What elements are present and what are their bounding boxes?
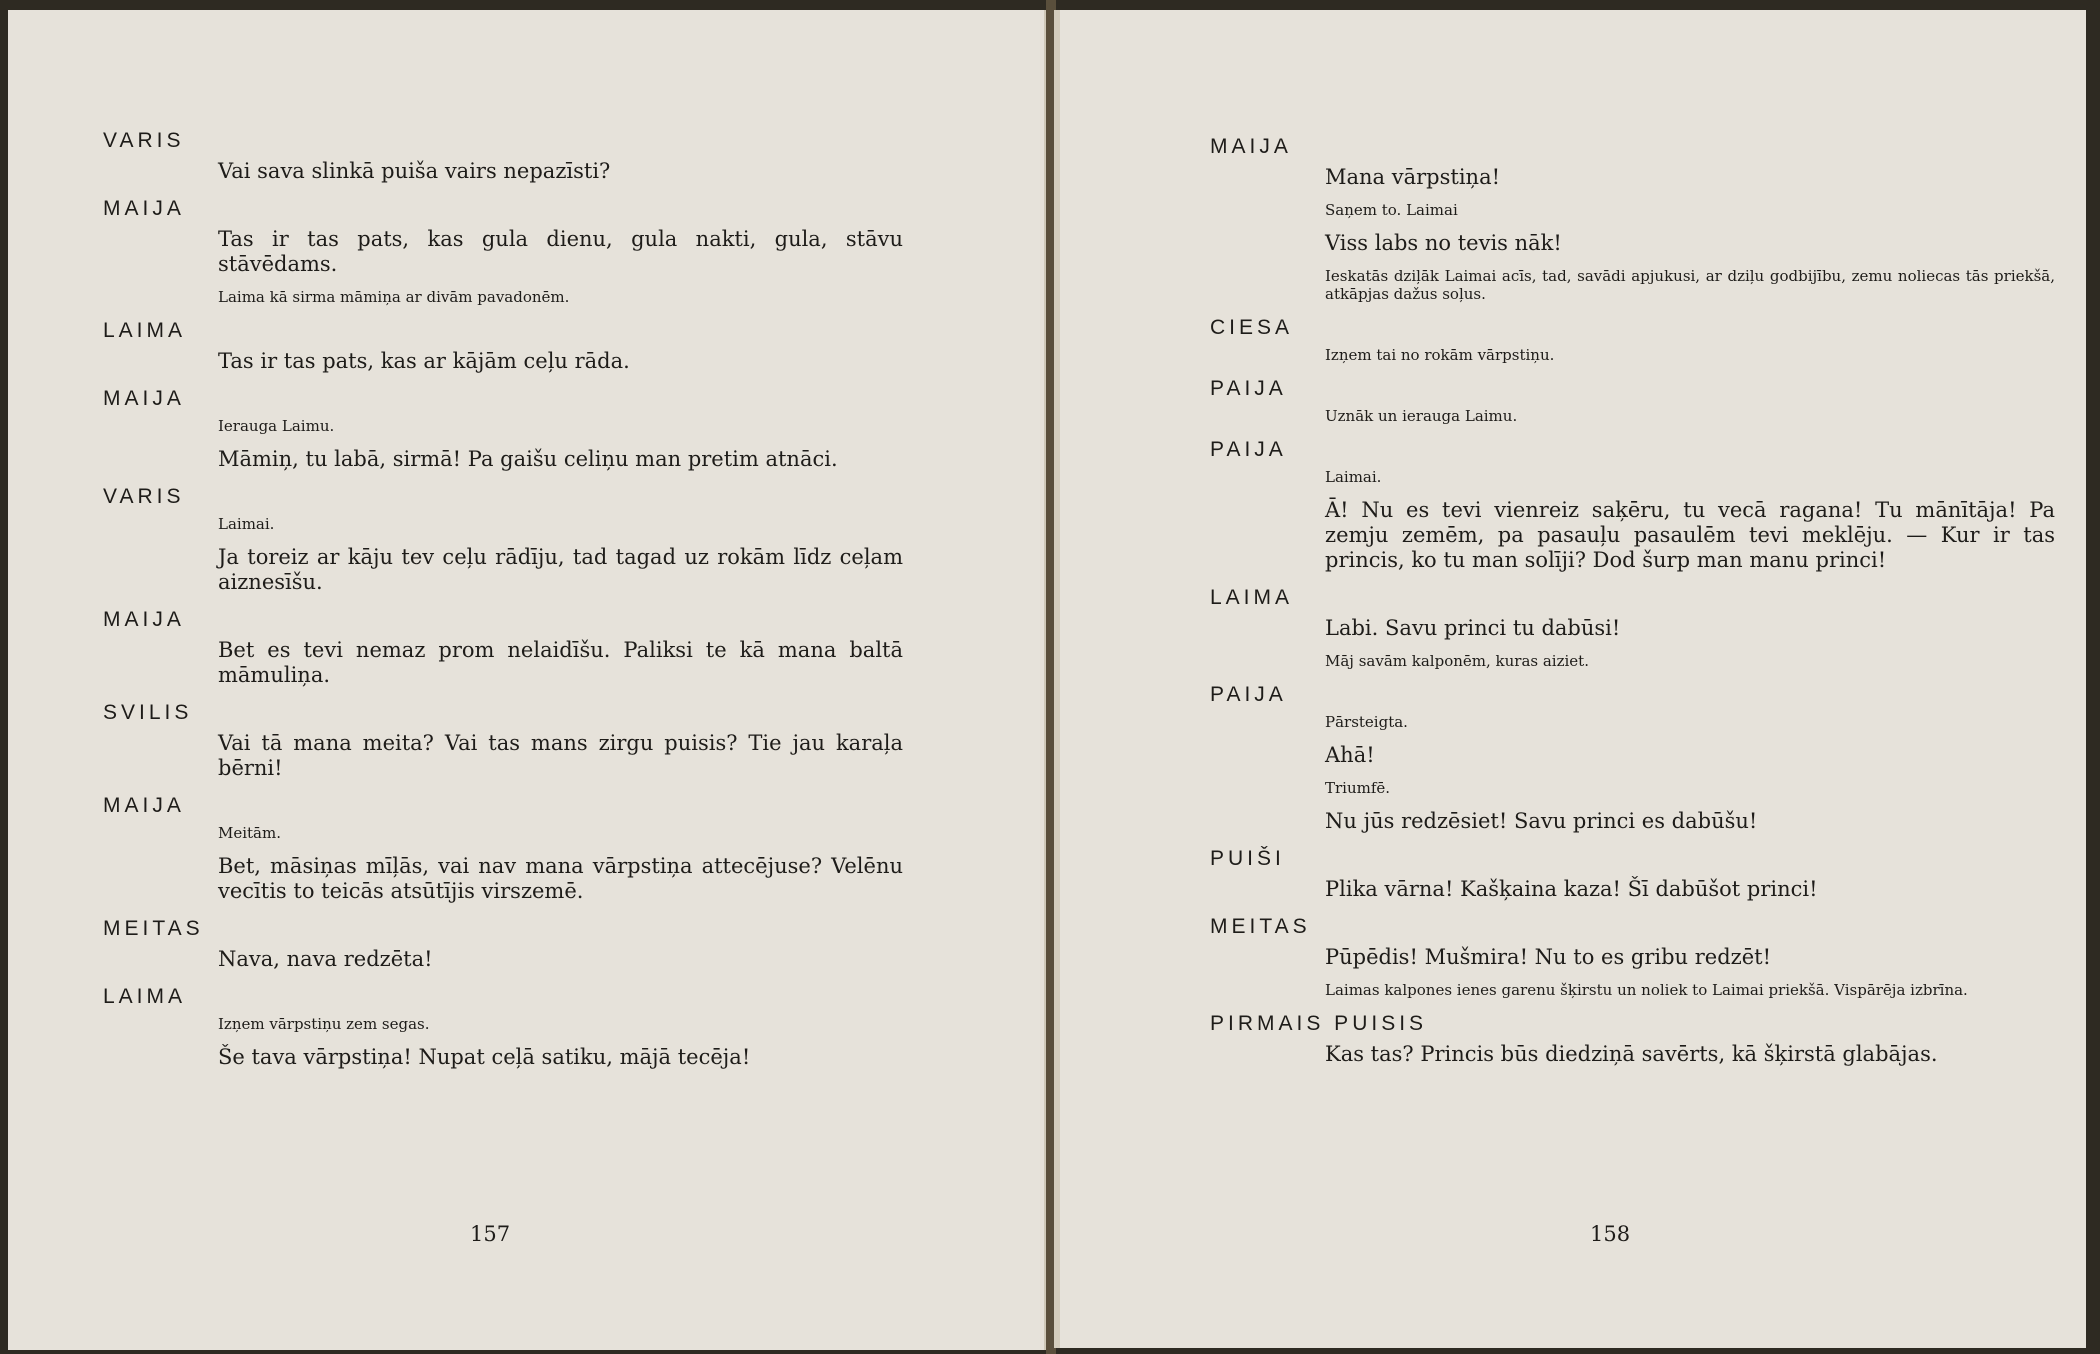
dialogue-line: Nava, nava redzēta! <box>218 947 433 971</box>
dialogue-body <box>218 349 903 374</box>
speaker-name: MAIJA <box>103 794 185 817</box>
dialogue-line: Bet es tevi nemaz prom nelaidīšu. Paliksi te kā mana baltā māmuliņa. <box>218 638 903 687</box>
dialogue-block <box>103 196 903 306</box>
left-page <box>8 10 1048 1350</box>
speaker-name: VARIS <box>103 485 185 508</box>
dialogue-block <box>103 916 903 972</box>
dialogue-body <box>218 731 903 781</box>
speaker-name: PAIJA <box>1210 438 1287 461</box>
speaker-name: MAIJA <box>103 197 185 220</box>
speaker-name: PAIJA <box>1210 683 1287 706</box>
dialogue-block <box>1210 437 2055 573</box>
speaker-name: SVILIS <box>103 701 193 724</box>
dialogue-body <box>1325 877 2055 902</box>
dialogue-body <box>1325 1042 2055 1067</box>
dialogue-block <box>1210 585 2055 670</box>
dialogue-body <box>218 947 903 972</box>
dialogue-block <box>1210 914 2055 999</box>
right-page-text <box>1210 134 2055 1079</box>
dialogue-body <box>218 824 903 904</box>
speaker-name: PAIJA <box>1210 377 1287 400</box>
speaker-name: MAIJA <box>1210 135 1292 158</box>
speaker-name: VARIS <box>103 129 185 152</box>
speaker-name: MAIJA <box>103 608 185 631</box>
stage-direction: Ierauga Laimu. <box>218 417 335 435</box>
left-page-text <box>103 128 903 1082</box>
dialogue-line: Vai sava slinkā puiša vairs nepazīsti? <box>218 159 611 183</box>
right-page <box>1054 10 2086 1348</box>
dialogue-line: Še tava vārpstiņa! Nupat ceļā satiku, mājā tecēja! <box>218 1045 751 1069</box>
stage-direction: Laima kā sirma māmiņa ar divām pavadonēm. <box>218 288 570 306</box>
dialogue-body <box>218 515 903 595</box>
dialogue-block <box>103 128 903 184</box>
page-number: 157 <box>470 1222 511 1246</box>
stage-direction: Uznāk un ierauga Laimu. <box>1325 407 1518 425</box>
dialogue-block <box>103 984 903 1070</box>
dialogue-body <box>1325 616 2055 670</box>
dialogue-body <box>218 159 903 184</box>
dialogue-block <box>1210 846 2055 902</box>
speaker-name: LAIMA <box>103 319 187 342</box>
dialogue-block <box>1210 376 2055 425</box>
dialogue-block <box>103 607 903 688</box>
dialogue-block <box>103 386 903 472</box>
stage-direction: Izņem tai no rokām vārpstiņu. <box>1325 346 1555 364</box>
dialogue-line: Bet, māsiņas mīļās, vai nav mana vārpstiņa attecējuse? Velēnu vecītis to teicās atsūtījis virszemē. <box>218 854 903 903</box>
dialogue-block <box>1210 315 2055 364</box>
speaker-name: MEITAS <box>103 917 204 940</box>
dialogue-body <box>218 638 903 688</box>
speaker-name: MEITAS <box>1210 915 1311 938</box>
dialogue-body <box>1325 713 2055 834</box>
dialogue-line: Ja toreiz ar kāju tev ceļu rādīju, tad tagad uz rokām līdz ceļam aiznesīšu. <box>218 545 903 594</box>
dialogue-body <box>1325 468 2055 573</box>
dialogue-body <box>218 417 903 472</box>
dialogue-body <box>218 227 903 306</box>
dialogue-body <box>1325 165 2055 303</box>
stage-direction: Laimai. <box>218 515 275 533</box>
dialogue-line: Ā! Nu es tevi vienreiz saķēru, tu vecā ragana! Tu mānītāja! Pa zemju zemēm, pa pasauļu pasaulēm tevi meklēju. — Kur ir tas princis, ko tu man solīji? Dod šurp man manu princi! <box>1325 498 2055 572</box>
dialogue-block <box>1210 134 2055 303</box>
stage-direction: Māj savām kalponēm, kuras aiziet. <box>1325 652 1589 670</box>
dialogue-line: Vai tā mana meita? Vai tas mans zirgu puisis? Tie jau karaļa bērni! <box>218 731 903 780</box>
stage-direction: Meitām. <box>218 824 281 842</box>
dialogue-line: Tas ir tas pats, kas gula dienu, gula nakti, gula, stāvu stāvēdams. <box>218 227 903 276</box>
stage-direction: Izņem vārpstiņu zem segas. <box>218 1015 430 1033</box>
dialogue-block <box>103 318 903 374</box>
dialogue-line: Plika vārna! Kašķaina kaza! Šī dabūšot princi! <box>1325 877 1818 901</box>
dialogue-body <box>1325 945 2055 999</box>
dialogue-line: Labi. Savu princi tu dabūsi! <box>1325 616 1621 640</box>
dialogue-line: Ahā! <box>1325 743 1375 767</box>
stage-direction: Laimai. <box>1325 468 1382 486</box>
dialogue-block <box>103 484 903 595</box>
stage-direction: Ieskatās dziļāk Laimai acīs, tad, savādi apjukusi, ar dziļu godbijību, zemu noliecas tās priekšā, atkāpjas dažus soļus. <box>1325 267 2055 303</box>
dialogue-line: Viss labs no tevis nāk! <box>1325 231 1562 255</box>
dialogue-body <box>1325 407 2055 425</box>
stage-direction: Saņem to. Laimai <box>1325 201 1458 219</box>
dialogue-line: Pūpēdis! Mušmira! Nu to es gribu redzēt! <box>1325 945 1772 969</box>
stage-direction: Laimas kalpones ienes garenu šķirstu un noliek to Laimai priekšā. Vispārēja izbrīna. <box>1325 981 1968 999</box>
speaker-name: LAIMA <box>103 985 187 1008</box>
dialogue-line: Mana vārpstiņa! <box>1325 165 1501 189</box>
speaker-name: LAIMA <box>1210 586 1294 609</box>
speaker-name: MAIJA <box>103 387 185 410</box>
dialogue-line: Māmiņ, tu labā, sirmā! Pa gaišu celiņu man pretim atnāci. <box>218 447 838 471</box>
speaker-name: PUIŠI <box>1210 847 1285 870</box>
dialogue-line: Nu jūs redzēsiet! Savu princi es dabūšu! <box>1325 809 1758 833</box>
dialogue-line: Tas ir tas pats, kas ar kājām ceļu rāda. <box>218 349 630 373</box>
dialogue-block <box>1210 1011 2055 1067</box>
stage-direction: Triumfē. <box>1325 779 1391 797</box>
speaker-name: PIRMAIS PUISIS <box>1210 1012 1428 1035</box>
speaker-name: CIESA <box>1210 316 1294 339</box>
dialogue-line: Kas tas? Princis būs diedziņā savērts, kā šķirstā glabājas. <box>1325 1042 1938 1066</box>
dialogue-body <box>218 1015 903 1070</box>
page-number: 158 <box>1590 1222 1631 1246</box>
dialogue-block <box>103 793 903 904</box>
dialogue-body <box>1325 346 2055 364</box>
stage-direction: Pārsteigta. <box>1325 713 1408 731</box>
dialogue-block <box>103 700 903 781</box>
dialogue-block <box>1210 682 2055 834</box>
